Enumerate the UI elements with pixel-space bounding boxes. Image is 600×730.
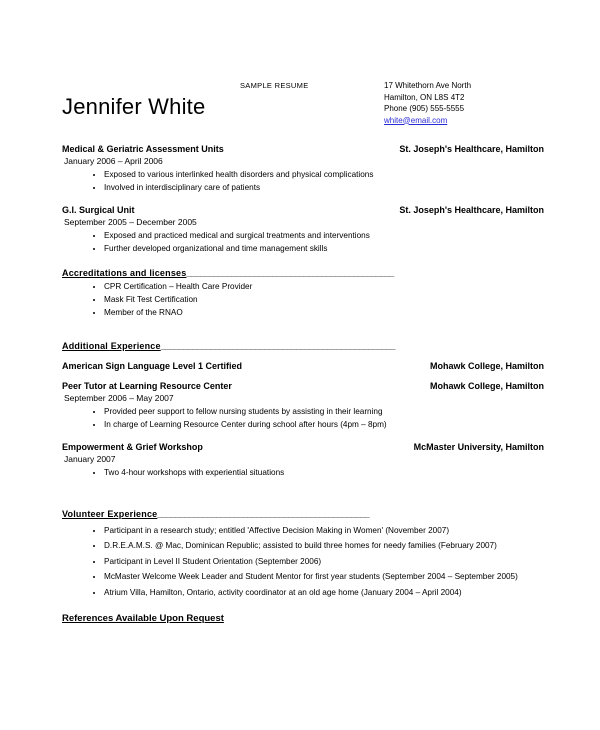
- list-item: • Further developed organizational and time management skills: [104, 243, 544, 256]
- page-title: Jennifer White: [62, 94, 206, 119]
- list-item: • Provided peer support to fellow nursing students by assisting in their learning: [104, 406, 544, 419]
- entry-employer: Mohawk College, Hamilton: [429, 361, 544, 371]
- list-item: • D.R.E.A.M.S. @ Mac, Dominican Republic; assisted to build three homes for needy families (February 2007): [104, 540, 544, 553]
- section-heading-accreditations: [62, 268, 544, 278]
- references-heading: References Available Upon Request: [62, 613, 224, 624]
- entry-dates: September 2006 – May 2007: [64, 393, 174, 403]
- list-item: • Participant in a research study; entitled 'Affective Decision Making in Women' (November 2007): [104, 525, 544, 538]
- list-item: • Exposed and practiced medical and surgical treatments and interventions: [104, 230, 544, 243]
- job-dates: January 2006 – April 2006: [64, 156, 163, 166]
- volunteer-bullets: [62, 525, 544, 600]
- job-bullets: [62, 230, 544, 256]
- entry-bullets: [62, 406, 544, 432]
- contact-city: Hamilton, ON L8S 4T2: [384, 92, 465, 102]
- list-item: • Member of the RNAO: [104, 307, 544, 320]
- accreditation-bullets: [62, 281, 544, 320]
- entry-title: Peer Tutor at Learning Resource Center: [62, 381, 232, 391]
- additional-entry-header: [62, 361, 544, 371]
- additional-entry-header: [62, 381, 544, 391]
- job-employer: St. Joseph's Healthcare, Hamilton: [399, 144, 544, 154]
- contact-phone: Phone (905) 555-5555: [384, 104, 465, 113]
- section-rule: ______________________________________________: [186, 268, 394, 278]
- section-heading-volunteer: [62, 509, 544, 519]
- job-bullets: [62, 169, 544, 195]
- entry-employer: McMaster University, Hamilton: [413, 441, 544, 452]
- section-heading-text: Volunteer Experience: [62, 508, 158, 519]
- job-dates: September 2005 – December 2005: [64, 216, 197, 227]
- list-item: • Exposed to various interlinked health disorders and physical complications: [104, 169, 544, 182]
- job-entry-header: [62, 205, 544, 215]
- list-item: • Two 4-hour workshops with experiential situations: [104, 467, 544, 480]
- resume-header: [62, 78, 544, 134]
- job-employer: St. Joseph's Healthcare, Hamilton: [399, 204, 544, 215]
- list-item: • Participant in Level II Student Orientation (September 2006): [104, 556, 544, 569]
- list-item: • Mask Fit Test Certification: [104, 294, 544, 307]
- sample-resume-label: SAMPLE RESUME: [240, 81, 309, 90]
- contact-address: 17 Whitethorn Ave North: [384, 81, 472, 90]
- contact-block: [384, 80, 544, 126]
- section-heading-additional: [62, 341, 544, 351]
- entry-bullets: [62, 467, 544, 480]
- job-title: G.I. Surgical Unit: [62, 204, 135, 215]
- section-rule: _______________________________________________: [157, 508, 370, 519]
- contact-email-link[interactable]: white@email.com: [384, 115, 448, 125]
- entry-dates: January 2007: [64, 453, 116, 464]
- list-item: • In charge of Learning Resource Center during school after hours (4pm – 8pm): [104, 419, 544, 432]
- job-title: Medical & Geriatric Assessment Units: [62, 144, 224, 154]
- list-item: • Involved in interdisciplinary care of patients: [104, 182, 544, 195]
- list-item: • Atrium Villa, Hamilton, Ontario, activity coordinator at an old age home (January 2004 – April 2004): [104, 587, 544, 600]
- entry-employer: Mohawk College, Hamilton: [429, 381, 544, 391]
- additional-entry-header: [62, 442, 544, 452]
- list-item: • CPR Certification – Health Care Provider: [104, 281, 544, 294]
- entry-title: American Sign Language Level 1 Certified: [62, 361, 243, 371]
- entry-title: Empowerment & Grief Workshop: [62, 441, 203, 452]
- section-heading-text: Accreditations and licenses: [62, 268, 187, 278]
- list-item: • McMaster Welcome Week Leader and Student Mentor for first year students (September 2004 – September 2005): [104, 571, 544, 584]
- section-rule: ____________________________________________________: [160, 341, 396, 351]
- job-entry-header: [62, 144, 544, 154]
- section-heading-text: Additional Experience: [62, 341, 161, 351]
